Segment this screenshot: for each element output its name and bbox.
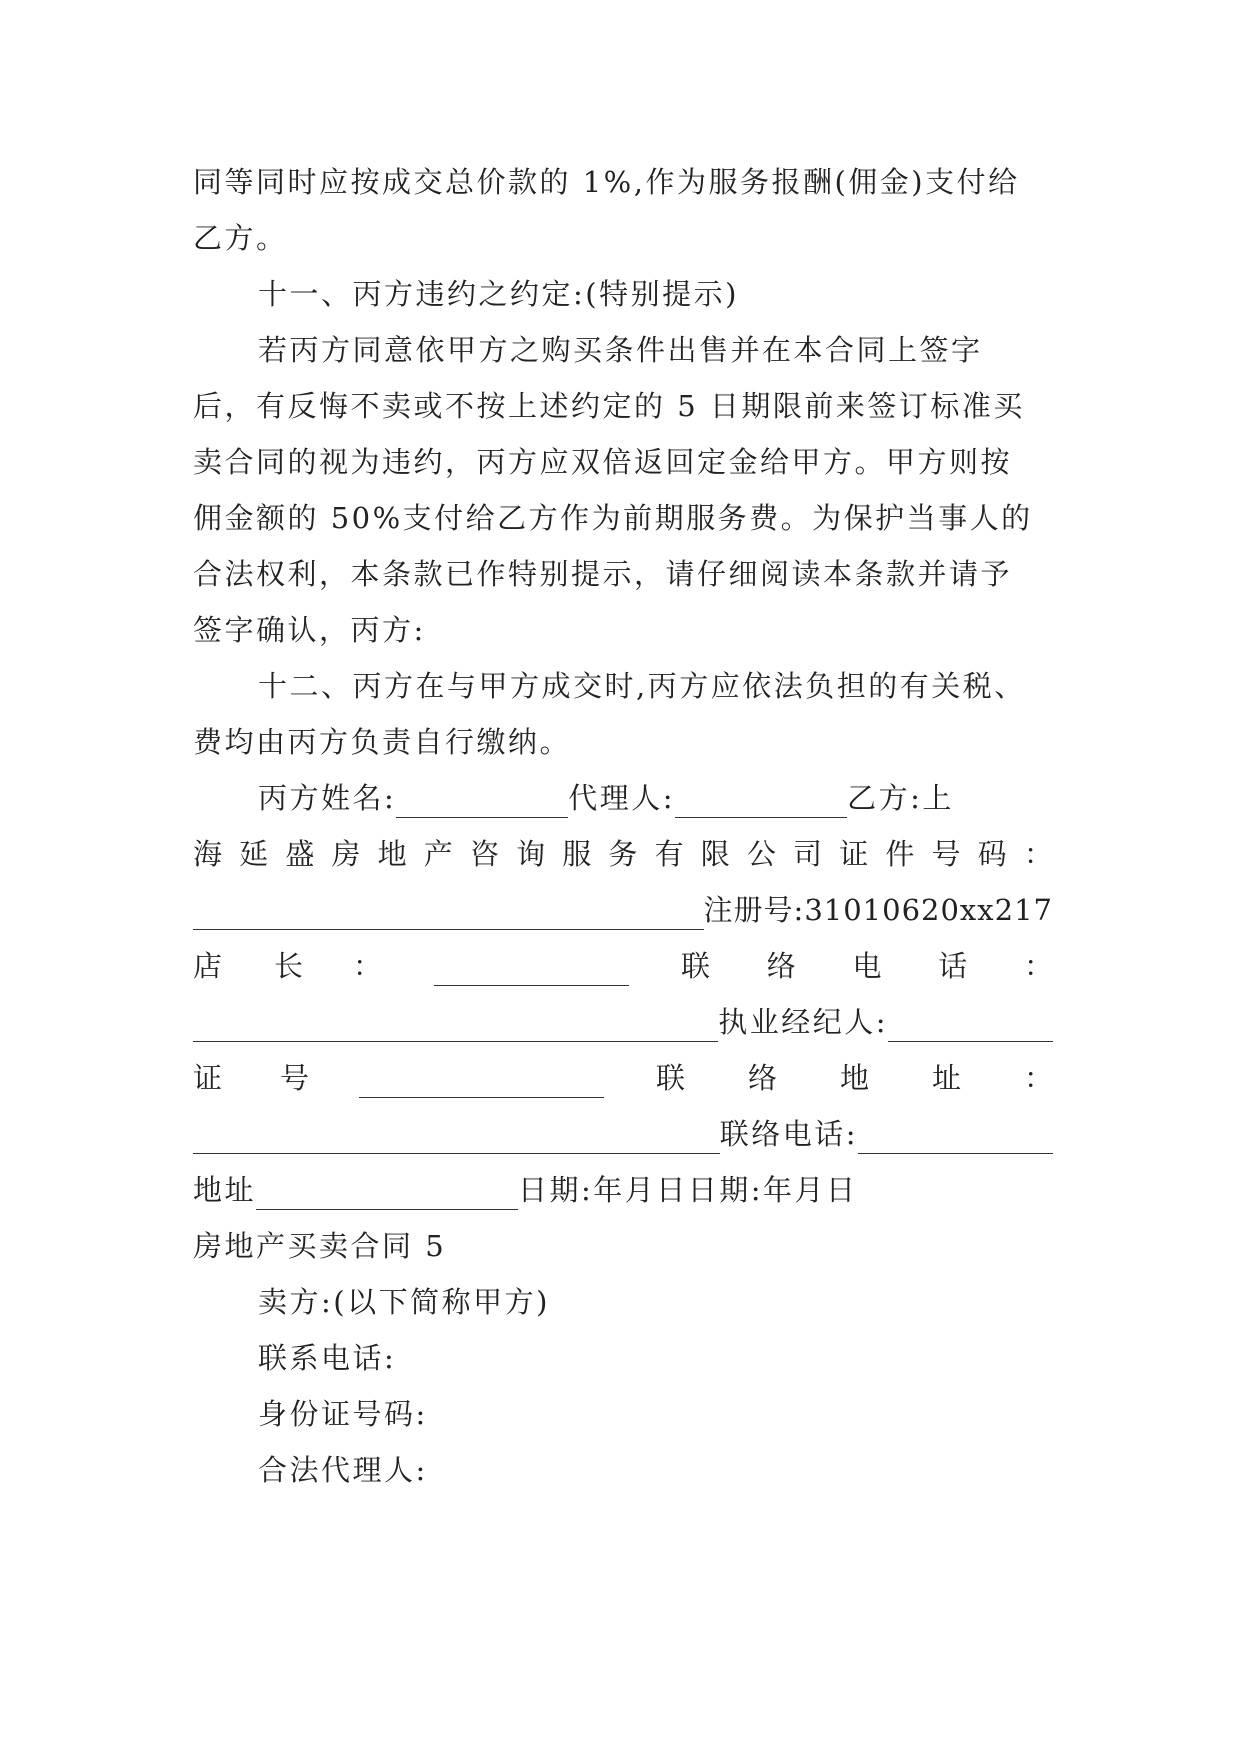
- phone-char: 电: [852, 949, 882, 983]
- paragraph-line: 卖合同的视为违约，丙方应双倍返回定金给甲方。甲方则按: [193, 445, 1013, 479]
- contract-title: 房地产买卖合同 5: [193, 1229, 447, 1263]
- company-char: 限: [700, 837, 730, 871]
- agent-label: 代理人:: [568, 781, 676, 815]
- company-char: 延: [239, 837, 269, 871]
- address-char: 联: [656, 1061, 686, 1095]
- cert-row: [193, 1058, 1053, 1098]
- company-char: 件: [885, 837, 915, 871]
- signature-row-names: [258, 778, 1053, 818]
- addr-label: 地址: [193, 1173, 257, 1207]
- phone-blank[interactable]: [193, 1011, 718, 1042]
- paragraph-line: 后，有反悔不卖或不按上述约定的 5 日期限前来签订标准买: [193, 389, 1025, 423]
- paragraph-line: 若丙方同意依甲方之购买条件出售并在本合同上签字: [258, 333, 983, 367]
- paragraph-line: 佣金额的 50%支付给乙方作为前期服务费。为保护当事人的: [193, 501, 1033, 535]
- company-char: 盛: [285, 837, 315, 871]
- section-12-line: 十二、丙方在与甲方成交时,丙方应依法负担的有关税、: [258, 669, 1026, 703]
- phone2-label: 联络电话:: [719, 1117, 858, 1151]
- paragraph-line: 乙方。: [193, 221, 288, 255]
- address-char: 址: [931, 1061, 961, 1095]
- agent-blank[interactable]: [675, 787, 847, 818]
- bing-name-blank[interactable]: [396, 787, 568, 818]
- seller-phone-line: 联系电话:: [258, 1341, 397, 1375]
- company-char: 码: [977, 837, 1007, 871]
- cert-char: 证: [193, 1061, 223, 1095]
- seller-line: 卖方:(以下简称甲方): [258, 1285, 550, 1319]
- phone-char: 话: [938, 949, 968, 983]
- address-date-row: [193, 1170, 1053, 1210]
- company-char: 公: [746, 837, 776, 871]
- seller-id-line: 身份证号码:: [258, 1397, 428, 1431]
- company-char: 司: [793, 837, 823, 871]
- section-11-title: 十一、丙方违约之约定:(特别提示): [258, 277, 739, 311]
- broker-row: [193, 1002, 1053, 1042]
- manager-char: 长: [274, 949, 304, 983]
- company-char: 证: [839, 837, 869, 871]
- company-char: 服: [562, 837, 592, 871]
- phone2-row: [193, 1114, 1053, 1154]
- bing-name-label: 丙方姓名:: [258, 781, 397, 815]
- phone2-blank[interactable]: [858, 1123, 1053, 1154]
- phone-char: 络: [766, 949, 796, 983]
- address-blank[interactable]: [193, 1123, 720, 1154]
- manager-char: ：: [353, 949, 383, 983]
- paragraph-line: 签字确认，丙方:: [193, 613, 426, 647]
- cert-number-blank[interactable]: [193, 899, 704, 930]
- paragraph-line: 合法权利，本条款已作特别提示，请仔细阅读本条款并请予: [193, 557, 1013, 591]
- company-char: 咨: [469, 837, 499, 871]
- company-char: 房: [331, 837, 361, 871]
- addr-blank[interactable]: [256, 1179, 518, 1210]
- manager-row: [193, 946, 1053, 986]
- company-char: 有: [654, 837, 684, 871]
- paragraph-line: 同等同时应按成交总价款的 1%,作为服务报酬(佣金)支付给: [193, 165, 1020, 199]
- cert-char: 号: [280, 1061, 310, 1095]
- company-char: 询: [516, 837, 546, 871]
- company-char: 务: [608, 837, 638, 871]
- cert-blank[interactable]: [359, 1067, 604, 1098]
- company-char: 地: [377, 837, 407, 871]
- manager-char: 店: [193, 949, 223, 983]
- phone-char: ：: [1023, 949, 1053, 983]
- manager-blank[interactable]: [434, 955, 629, 986]
- registration-row: [193, 890, 1053, 930]
- address-char: 络: [748, 1061, 778, 1095]
- company-char: ：: [1023, 837, 1053, 871]
- company-name-line: [193, 834, 1053, 874]
- yi-label: 乙方:上: [847, 781, 954, 815]
- dates: 日期:年月日日期:年月日: [518, 1173, 858, 1207]
- broker-label: 执业经纪人:: [718, 1005, 888, 1039]
- broker-blank[interactable]: [888, 1011, 1053, 1042]
- phone-char: 联: [681, 949, 711, 983]
- company-char: 海: [193, 837, 223, 871]
- address-char: 地: [840, 1061, 870, 1095]
- registration-number: 注册号:31010620xx217: [703, 893, 1053, 927]
- legal-agent-line: 合法代理人:: [258, 1453, 428, 1487]
- address-char: ：: [1023, 1061, 1053, 1095]
- paragraph-line: 费均由丙方负责自行缴纳。: [193, 725, 572, 759]
- company-char: 产: [423, 837, 453, 871]
- company-char: 号: [931, 837, 961, 871]
